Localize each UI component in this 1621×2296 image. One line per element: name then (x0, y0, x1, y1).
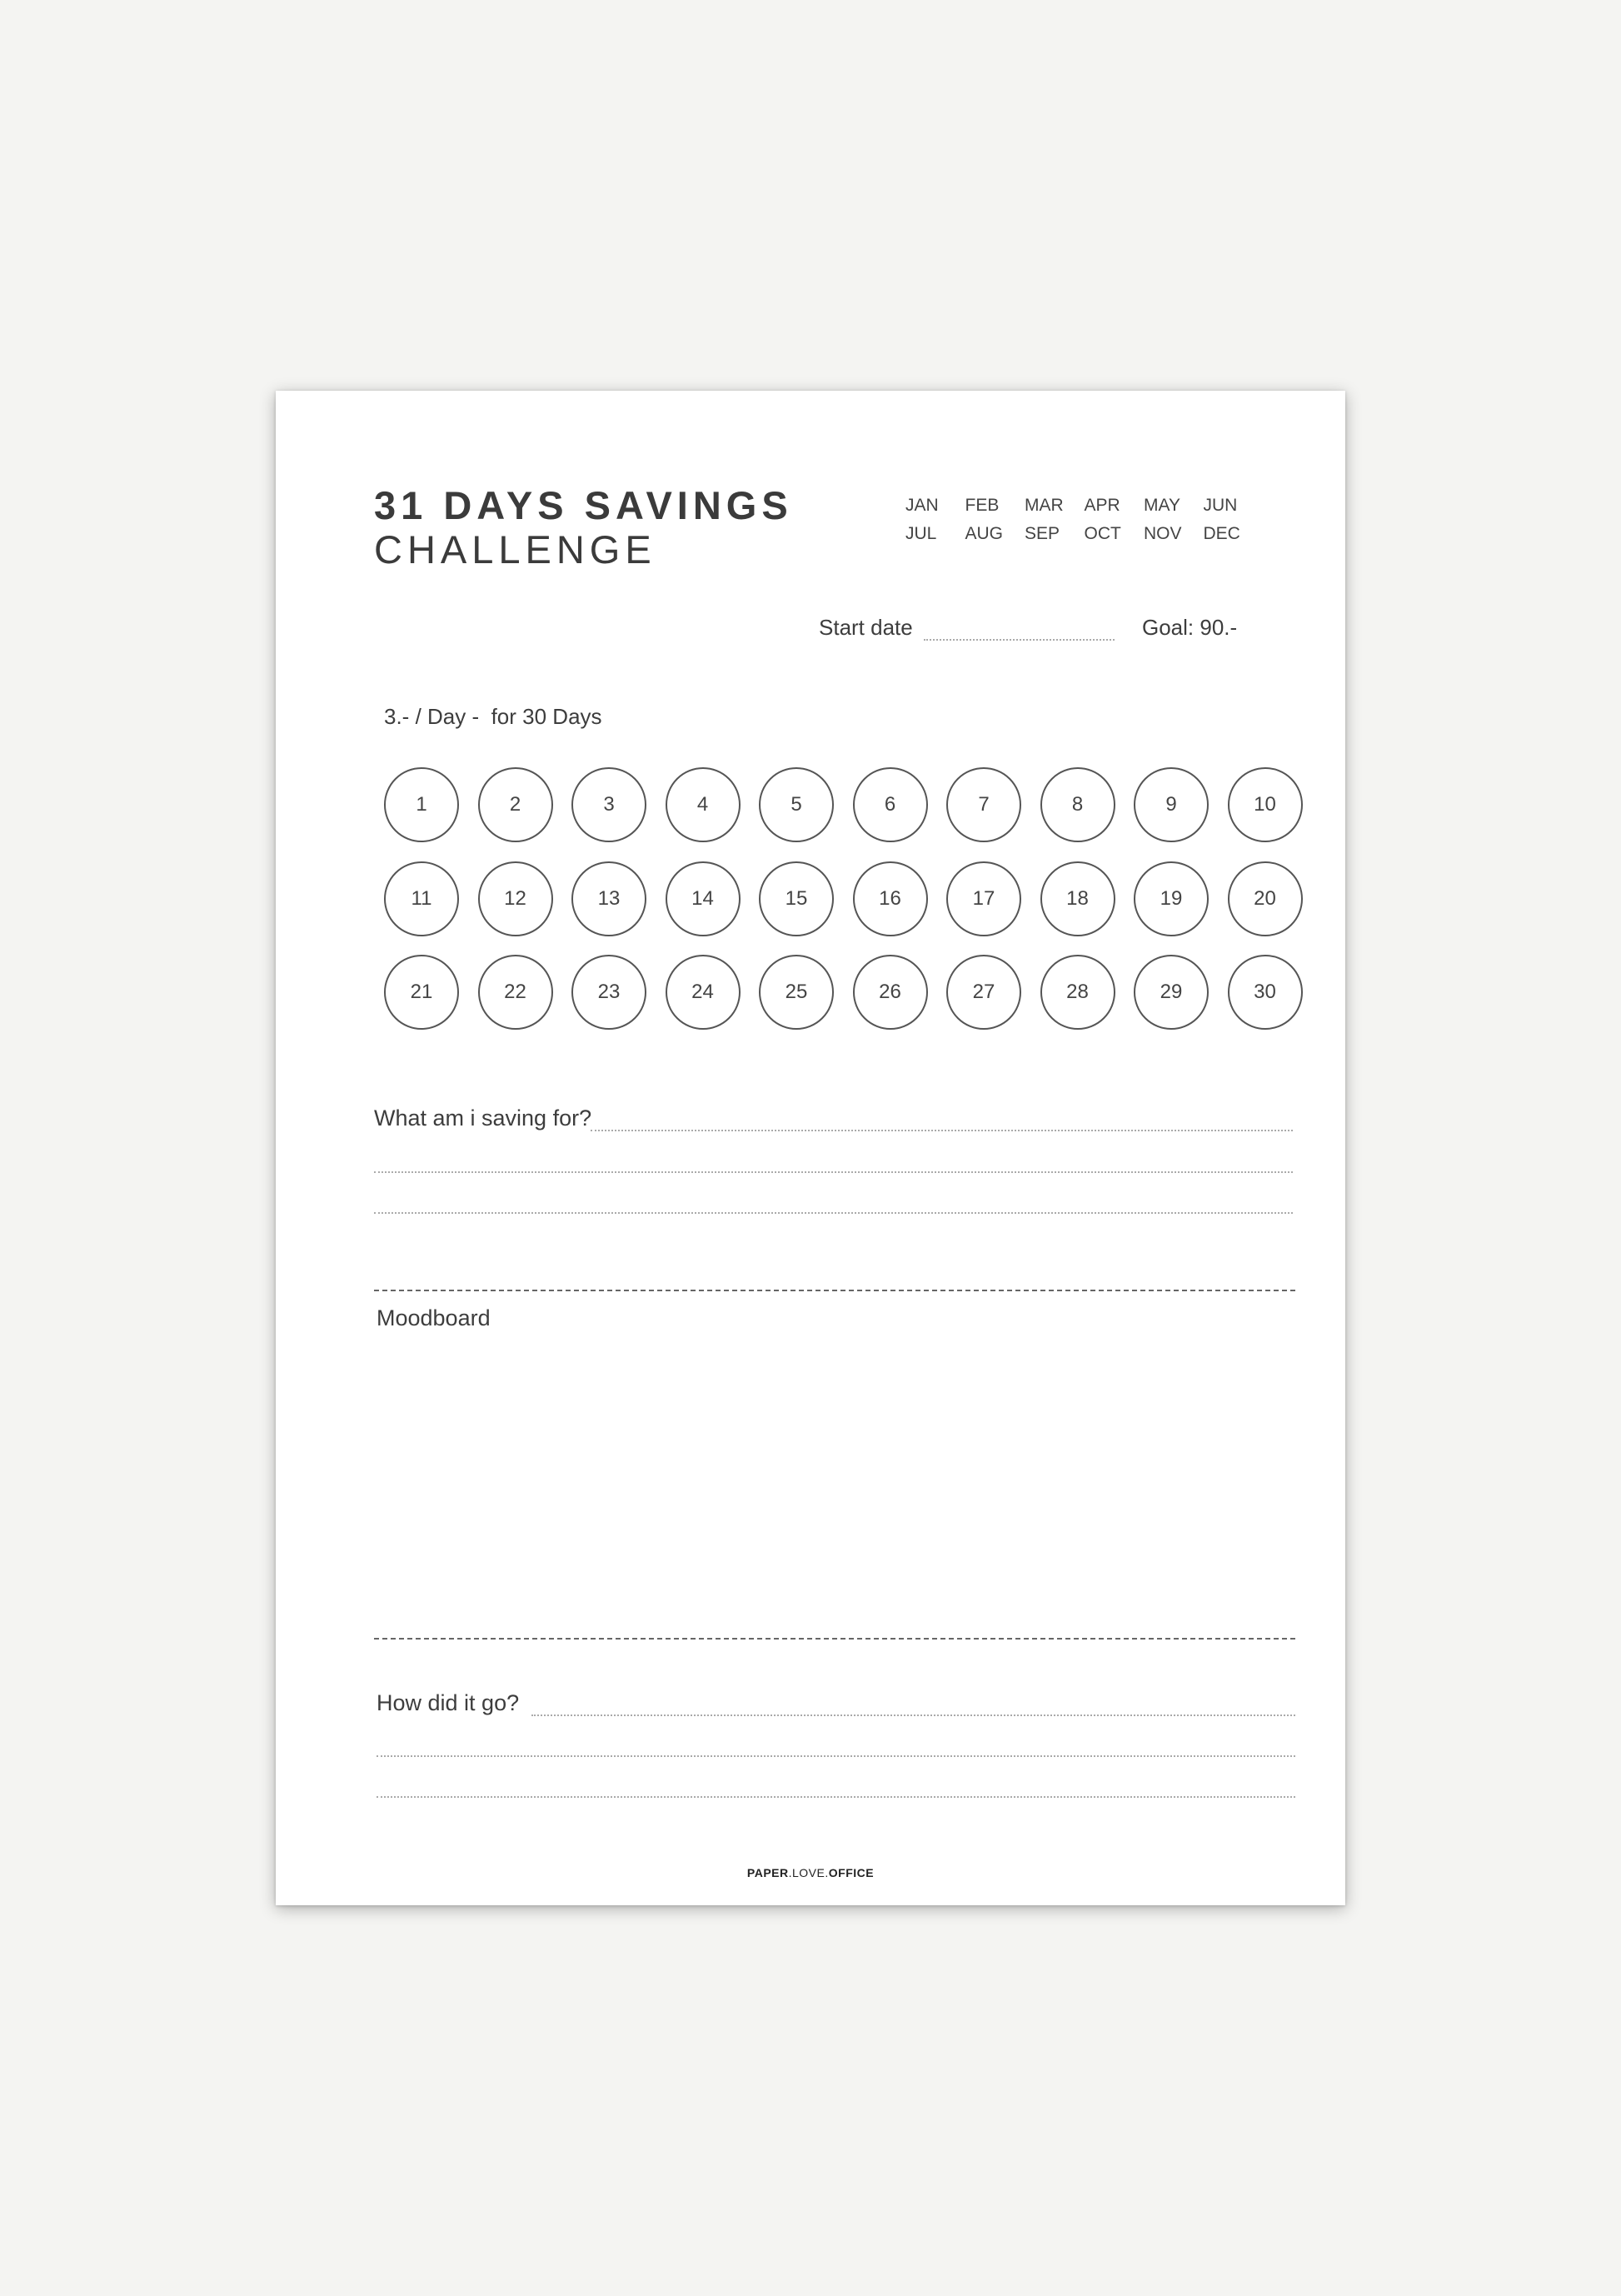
month-selector (905, 496, 1263, 544)
moodboard-top-divider (374, 1290, 1295, 1291)
how-did-it-go-line-3[interactable] (377, 1796, 1295, 1798)
month-feb[interactable]: FEB (965, 496, 1000, 515)
day-circle[interactable]: 1 (384, 767, 459, 842)
brand-dot-2: . (825, 1866, 829, 1879)
month-sep[interactable]: SEP (1025, 524, 1060, 543)
day-circle[interactable]: 18 (1040, 861, 1115, 936)
brand-part-2: LOVE (792, 1866, 825, 1879)
day-circle[interactable]: 26 (853, 955, 928, 1030)
day-circle[interactable]: 2 (478, 767, 553, 842)
saving-for-label: What am i saving for? (374, 1106, 592, 1131)
brand-footer (276, 1866, 1345, 1879)
moodboard-bottom-divider (374, 1638, 1295, 1640)
day-circle[interactable]: 7 (946, 767, 1021, 842)
day-circle[interactable]: 16 (853, 861, 928, 936)
brand-part-1: PAPER (746, 1866, 789, 1879)
title-line-1: 31 DAYS SAVINGS (374, 483, 793, 527)
saving-for-line-3[interactable] (374, 1212, 1293, 1214)
start-date-label: Start date (819, 615, 913, 640)
month-oct[interactable]: OCT (1084, 524, 1121, 543)
brand-dot-1: . (788, 1866, 792, 1879)
day-circle[interactable]: 5 (759, 767, 834, 842)
goal-label: Goal: 90.- (1142, 615, 1238, 640)
per-day-label: 3.- / Day - for 30 Days (384, 704, 602, 729)
day-circle[interactable]: 10 (1228, 767, 1303, 842)
day-circle[interactable]: 4 (666, 767, 741, 842)
month-nov[interactable]: NOV (1144, 524, 1182, 543)
day-circle[interactable]: 3 (571, 767, 646, 842)
day-circle[interactable]: 25 (759, 955, 834, 1030)
start-date-field[interactable] (924, 639, 1115, 641)
day-circle[interactable]: 30 (1228, 955, 1303, 1030)
day-circle[interactable]: 8 (1040, 767, 1115, 842)
day-circle[interactable]: 12 (478, 861, 553, 936)
day-circle[interactable]: 24 (666, 955, 741, 1030)
day-circle[interactable]: 17 (946, 861, 1021, 936)
day-circle[interactable]: 21 (384, 955, 459, 1030)
how-did-it-go-line-2[interactable] (377, 1755, 1295, 1757)
day-circle[interactable]: 27 (946, 955, 1021, 1030)
day-circle[interactable]: 11 (384, 861, 459, 936)
day-circle[interactable]: 6 (853, 767, 928, 842)
month-jun[interactable]: JUN (1203, 496, 1238, 515)
worksheet-page (276, 391, 1345, 1905)
day-circle[interactable]: 22 (478, 955, 553, 1030)
month-aug[interactable]: AUG (965, 524, 1004, 543)
month-dec[interactable]: DEC (1203, 524, 1240, 543)
day-circle[interactable]: 19 (1134, 861, 1209, 936)
day-circle[interactable]: 28 (1040, 955, 1115, 1030)
day-circle[interactable]: 14 (666, 861, 741, 936)
month-apr[interactable]: APR (1084, 496, 1120, 515)
moodboard-label: Moodboard (377, 1305, 491, 1330)
day-tracker-grid (384, 767, 1303, 1030)
title-line-2: CHALLENGE (374, 527, 656, 572)
month-jan[interactable]: JAN (905, 496, 939, 515)
day-circle[interactable]: 13 (571, 861, 646, 936)
day-circle[interactable]: 20 (1228, 861, 1303, 936)
month-mar[interactable]: MAR (1025, 496, 1064, 515)
day-circle[interactable]: 9 (1134, 767, 1209, 842)
day-circle[interactable]: 15 (759, 861, 834, 936)
how-did-it-go-label: How did it go? (377, 1690, 520, 1715)
how-did-it-go-line-1[interactable] (531, 1715, 1295, 1716)
day-circle[interactable]: 23 (571, 955, 646, 1030)
day-circle[interactable]: 29 (1134, 955, 1209, 1030)
month-jul[interactable]: JUL (905, 524, 937, 543)
month-may[interactable]: MAY (1144, 496, 1180, 515)
saving-for-line-1[interactable] (591, 1130, 1293, 1131)
saving-for-line-2[interactable] (374, 1171, 1293, 1173)
brand-part-3: OFFICE (828, 1866, 875, 1879)
